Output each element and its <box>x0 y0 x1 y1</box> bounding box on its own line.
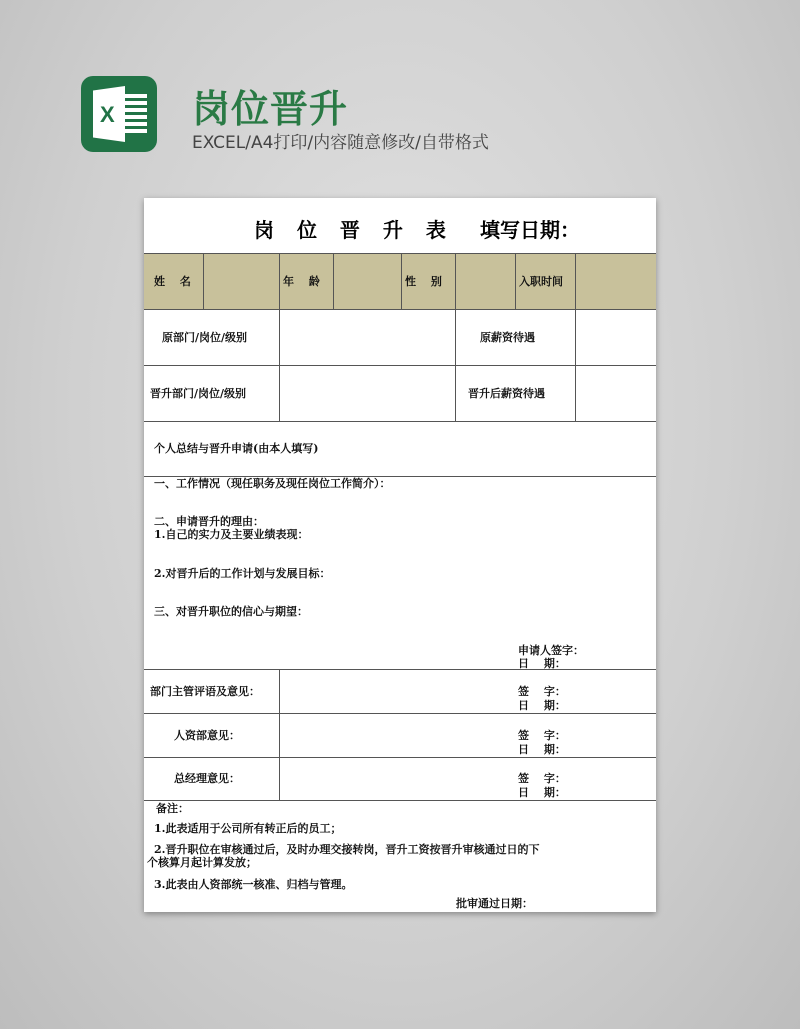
applicant-date-label: 日 期： <box>518 657 566 670</box>
notes-title: 备注： <box>156 802 189 815</box>
header-row <box>144 253 656 309</box>
orig-dept-label: 原部门/岗位/级别 <box>162 331 248 344</box>
new-dept-label: 晋升部门/岗位/级别 <box>150 387 247 400</box>
dept-opinion-label: 部门主管评语及意见： <box>150 685 260 698</box>
gm-sign-label: 签 字： <box>518 772 566 785</box>
gender-label: 性 别 <box>405 275 442 288</box>
orig-salary-label: 原薪资待遇 <box>480 331 535 344</box>
note-1: 1.此表适用于公司所有转正后的员工； <box>154 822 342 835</box>
section-2: 二、申请晋升的理由： <box>154 515 264 528</box>
hr-opinion-label: 人资部意见： <box>174 729 240 742</box>
section-3: 三、对晋升职位的信心与期望： <box>154 605 308 618</box>
dept-date-label: 日 期： <box>518 699 566 712</box>
note-2b: 个核算月起计算发放； <box>147 856 257 869</box>
gm-date-label: 日 期： <box>518 786 566 799</box>
summary-title: 个人总结与晋升申请(由本人填写) <box>154 442 319 455</box>
section-1: 一、工作情况（现任职务及现任岗位工作简介）： <box>154 477 391 490</box>
applicant-sign-label: 申请人签字： <box>518 644 584 657</box>
promotion-form <box>144 198 656 912</box>
section-2-2: 2.对晋升后的工作计划与发展目标： <box>154 567 331 580</box>
note-2a: 2.晋升职位在审核通过后，及时办理交接转岗，晋升工资按晋升审核通过日的下 <box>154 843 540 856</box>
note-3: 3.此表由人资部统一核准、归档与管理。 <box>154 878 353 891</box>
banner-title: 岗位晋升 <box>192 87 349 131</box>
approval-date-label: 批审通过日期： <box>456 897 533 910</box>
form-title: 岗 位 晋 升 表 <box>254 218 454 242</box>
fill-date-label: 填写日期： <box>480 218 580 242</box>
new-salary-label: 晋升后薪资待遇 <box>468 387 545 400</box>
gm-opinion-label: 总经理意见： <box>174 772 240 785</box>
dept-sign-label: 签 字： <box>518 685 566 698</box>
age-label: 年 龄 <box>283 275 320 288</box>
hire-date-label: 入职时间 <box>519 275 563 288</box>
name-label: 姓 名 <box>154 275 191 288</box>
hr-sign-label: 签 字： <box>518 729 566 742</box>
banner-subtitle: EXCEL/A4打印/内容随意修改/自带格式 <box>192 133 489 153</box>
section-2-1: 1.自己的实力及主要业绩表现： <box>154 528 309 541</box>
excel-icon: X <box>81 76 157 152</box>
hr-date-label: 日 期： <box>518 743 566 756</box>
